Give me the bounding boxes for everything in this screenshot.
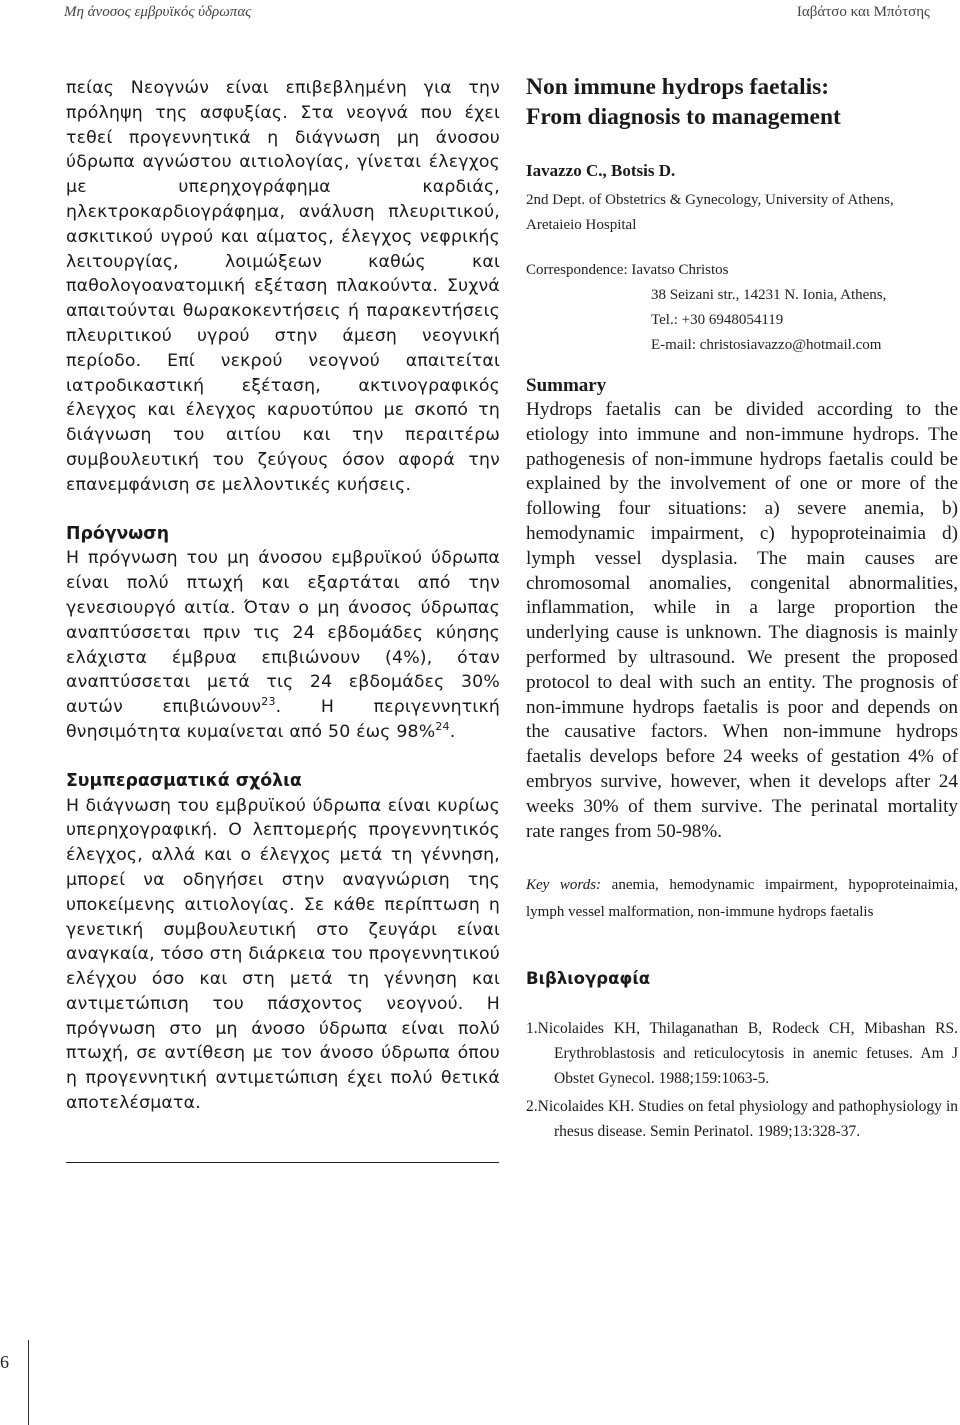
reference-item: 1.Nicolaides KH, Thilaganathan B, Rodeck CH, Mibashan RS. Erythroblastosis and reticulocytosis in anemic fetuses. Am J Obstet Gynecol. 1988;159:1063-5. [526,1020,958,1088]
correspondence-block [526,258,958,358]
conclusions-paragraph: Η διάγνωση του εμβρυϊκού ύδρωπα είναι κυρίως υπερηχογραφική. Ο λεπτομερής προγεννητικός έλεγχος, αλλά και ο έλεγχος μετά τη γέννηση, μπορεί να οδηγήσει στην αναγνώριση της υποκείμενης αιτιολογίας. Σε κάθε περίπτωση η γενετική συμβουλευτική στο ζευγάρι είναι αναγκαία, τόσο στη διάρκεια του προγεννητικού ελέγχου όσο και στη μετά τη γέννηση και αντιμετώπιση του πάσχοντος νεογνού. Η πρόγνωση στο μη άνοσο ύδρωπα είναι πολύ πτωχή, σε αντίθεση με τον άνοσο ύδρωπα όπου η προγεννητική αντιμετώπιση έχει πολύ θετικά αποτελέσματα. [66,795,500,1114]
reference-marker: 24 [435,720,450,734]
prognosis-heading: Πρόγνωση [66,523,170,544]
conclusions-heading: Συμπερασματικά σχόλια [66,770,302,791]
telephone: Tel.: +30 6948054119 [651,312,784,328]
prognosis-paragraph [66,546,500,744]
title-line-1: Non immune hydrops faetalis: [526,74,830,100]
affiliation-line-2: Aretaieio Hospital [526,217,637,233]
affiliation [526,188,958,238]
prognosis-end: . [449,721,456,742]
email: E-mail: christosiavazzo@hotmail.com [651,337,882,353]
correspondence-label: Correspondence: [526,262,628,278]
reference-item: 2.Nicolaides KH. Studies on fetal physiology and pathophysiology in rhesus disease. Semin Perinatol. 1989;13:328-37. [526,1098,958,1141]
correspondence-line [526,258,958,283]
prognosis-text-2: . Η περιγεννητική θνησιμότητα κυμαίνεται από 50 έως 98% [66,697,500,742]
left-column [66,76,500,1116]
margin-rule [28,1340,29,1425]
reference-marker: 23 [261,695,276,709]
affiliation-line-1: 2nd Dept. of Obstetrics & Gynecology, University of Athens, [526,192,894,208]
right-column [526,72,958,1147]
references-list [526,1016,958,1144]
keywords [526,872,958,926]
prognosis-text: Η πρόγνωση του μη άνοσου εμβρυϊκού ύδρωπα είναι πολύ πτωχή και εξαρτάται από την γενεσιουργό αιτία. Όταν ο μη άνοσος ύδρωπας αναπτύσσεται πριν τις 24 εβδομάδες κύησης ελάχιστα έμβρυα επιβιώνουν (4%), όταν αναπτύσσεται μετά τις 24 εβδομάδες 30% αυτών επιβιώνουν [66,548,500,718]
summary-paragraph: Hydrops faetalis can be divided according to the etiology into immune and non-immune hydrops. The pathogenesis of non-immune hydrops faetalis could be explained by the involvement of one or more of the following four situations: a) severe anemia, b) hemodynamic impairment, c) hypoproteinaimia d) lymph vessel dysplasia. The main causes are chromosomal anomalies, congenital abnormalities, inflammation, while in a large proportion the underlying cause is unknown. The diagnosis is mainly performed by ultrasound. We present the proposed protocol to deal with such an entity. The prognosis of non-immune hydrops faetalis is poor and depends on the causative factors. When non-immune hydrops faetalis develops before 24 weeks of gestation 4% of embryos survive, however, when it develops after 24 weeks 30% of them survive. The perinatal mortality rate ranges from 50-98%. [526,399,958,842]
authors: Iavazzo C., Botsis D. [526,161,676,180]
correspondence-name: Iavatso Christos [631,262,729,278]
running-header-right: Ιαβάτσο και Μπότσης [796,4,930,20]
body-paragraph: πείας Νεογνών είναι επιβεβλημένη για την πρόληψη της ασφυξίας. Στα νεογνά που έχει τεθεί προγεννητικά η διάγνωση μη άνοσου ύδρωπα αγνώστου αιτιολογίας, γίνεται έλεγχος με υπερηχογράφημα καρδιάς, ηλεκτροκαρδιογράφημα, ανάλυση πλευριτικού, ασκιτικού υγρού και αίματος, έλεγχος νεφρικής λειτουργίας, λοιμώξεων καθώς και παθολογοανατομική εξέταση πλακούντα. Συχνά απαιτούνται θωρακοκεντήσεις ή παρακεντήσεις πλευριτικού υγρού στην άμεση νεογνική περίοδο. Επί νεκρού νεογνού απαιτείται ιατροδικαστική εξέταση, ακτινογραφικός έλεγχος και έλεγχος καρυοτύπου με σκοπό τη διάγνωση του αιτίου και την περαιτέρω συμβουλευτική του ζεύγους όσον αφορά την επανεμφάνιση σε μελλοντικές κυήσεις. [66,78,500,495]
page-number: 6 [0,1352,9,1372]
summary-heading: Summary [526,375,607,396]
paper-title [526,72,958,132]
keywords-label: Key words: [526,877,602,894]
section-divider [66,1162,499,1163]
references-heading: Βιβλιογραφία [526,969,651,989]
keywords-text: anemia, hemodynamic impairment, hypoproteinaimia, lymph vessel malformation, non-immune hydrops faetalis [526,877,958,921]
running-header-left: Μη άνοσος εμβρυϊκός ύδρωπας [64,4,252,20]
title-line-2: From diagnosis to management [526,104,841,130]
address: 38 Seizani str., 14231 N. Ionia, Athens, [651,287,887,303]
